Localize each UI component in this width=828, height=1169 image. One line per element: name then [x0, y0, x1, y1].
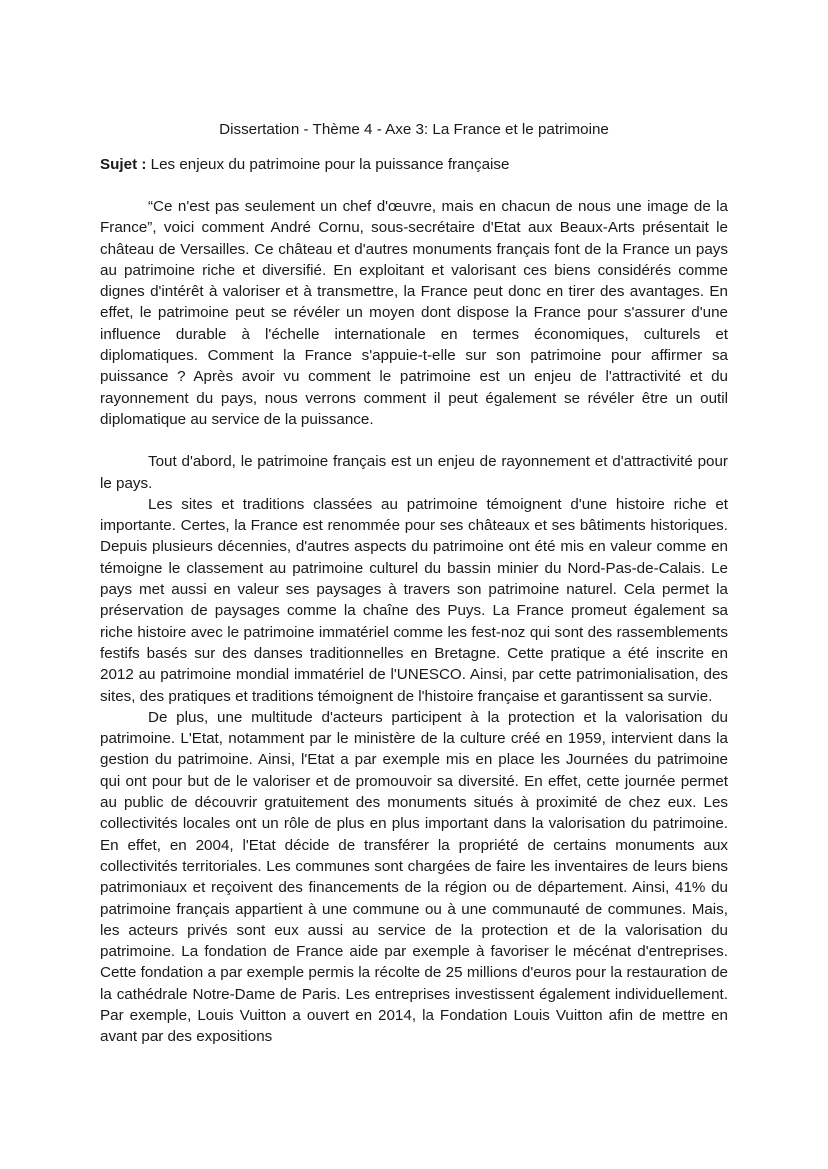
paragraph-part-one-heading: Tout d'abord, le patrimoine français est un enjeu de rayonnement et d'attractivité pour le pays. — [100, 453, 728, 492]
paragraph-introduction: “Ce n'est pas seulement un chef d'œuvre, mais en chacun de nous une image de la France”, voici comment André Cornu, sous-secrétaire d'Etat aux Beaux-Arts présentait le château de Versailles. Ce château et d'autres monuments français font de la France un pays au patrimoine riche et diversifié. En exploitant et valorisant ces biens considérés comme dignes d'intérêt à valoriser et à transmettre, la France peut donc en tirer des avantages. En effet, le patrimoine peut se révéler un moyen dont dispose la France pour s'assurer d'une influence durable à l'échelle internationale en termes économiques, culturels et diplomatiques. Comment la France s'appuie-t-elle sur son patrimoine pour affirmer sa puissance ? Après avoir vu comment le patrimoine est un enjeu de l'attractivité et du rayonnement du pays, nous verrons comment il peut également se révéler être un outil diplomatique au service de la puissance. — [100, 198, 728, 428]
paragraph-actors: De plus, une multitude d'acteurs participent à la protection et la valorisation du patrimoine. L'Etat, notamment par le ministère de la culture créé en 1959, intervient dans la gestion du patrimoine. Ainsi, l'Etat a par exemple mis en place les Journées du patrimoine qui ont pour but de le valoriser et de promouvoir sa diversité. En effet, cette journée permet au public de découvrir gratuitement des monuments situés à proximité de chez eux. Les collectivités locales ont un rôle de plus en plus important dans la valorisation du patrimoine. En effet, en 2004, l'Etat décide de transférer la propriété de certains monuments aux collectivités territoriales. Les communes sont chargées de faire les inventaires de leurs biens patrimoniaux et reçoivent des financements de la région ou de département. Ainsi, 41% du patrimoine français appartient à une commune ou à une communauté de communes. Mais, les acteurs privés sont eux aussi au service de la protection et de la valorisation du patrimoine. La fondation de France aide par exemple à favoriser le mécénat d'entreprises. Cette fondation a par exemple permis la récolte de 25 millions d'euros pour la restauration de la cathédrale Notre-Dame de Paris. Les entreprises investissent également individuellement. Par exemple, Louis Vuitton a ouvert en 2014, la Fondation Louis Vuitton afin de mettre en avant par des expositions — [100, 708, 728, 1046]
document-page — [100, 120, 728, 1048]
subject-text: Les enjeux du patrimoine pour la puissance française — [146, 156, 510, 173]
paragraph-sites-traditions: Les sites et traditions classées au patrimoine témoignent d'une histoire riche et importante. Certes, la France est renommée pour ses châteaux et ses bâtiments historiques. Depuis plusieurs décennies, d'autres aspects du patrimoine ont été mis en valeur comme en témoigne le classement au patrimoine culturel du bassin minier du Nord-Pas-de-Calais. Le pays met aussi en valeur ses paysages à travers son patrimoine naturel. Cela permet la préservation de paysages comme la chaîne des Puys. La France promeut également sa riche histoire avec le patrimoine immatériel comme les fest-noz qui sont des rassemblements festifs basés sur des danses traditionnelles en Bretagne. Cette pratique a été inscrite en 2012 au patrimoine mondial immatériel de l'UNESCO. Ainsi, par cette patrimonialisation, des sites, des pratiques et traditions témoignent de l'histoire française et garantissent sa survie. — [100, 495, 728, 705]
subject-label: Sujet : — [100, 156, 147, 173]
document-title: Dissertation - Thème 4 - Axe 3: La France et le patrimoine — [219, 121, 609, 138]
document-subject — [100, 155, 728, 175]
